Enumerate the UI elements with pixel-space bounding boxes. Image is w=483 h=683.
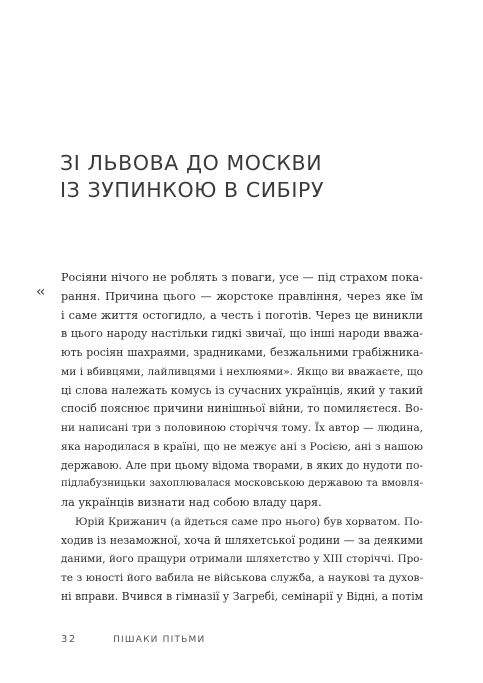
chapter-title-line-1: ЗІ ЛЬВОВА ДО МОСКВИ xyxy=(60,151,323,175)
page-number: 32 xyxy=(61,634,77,645)
text-line: ні вправи. Вчився в гімназії у Загребі, семінарії у Відні, а потім xyxy=(61,589,423,603)
text-line: ють росіян шахраями, зрадниками, безжальними грабіжника- xyxy=(61,346,423,359)
text-line: ми і вбивцями, лайливцями і нехлюями». Якщо ви вважаєте, що xyxy=(61,365,423,378)
text-line: державою. Але при цьому відома творами, в яких до нудоти по- xyxy=(61,458,423,472)
text-line: рання. Причина цього — жорстоке правління, через яке їм xyxy=(61,289,423,303)
opening-quote-mark: ‹‹ xyxy=(36,284,44,300)
text-line: даними, його пращури отримали шляхетство у XIII сторіччі. Про- xyxy=(61,553,423,566)
text-line: ці слова належать комусь із сучасних українців, який у такий xyxy=(61,383,423,397)
text-line: ни написані три з половиною сторіччя тому. Їх автор — людина, xyxy=(61,422,423,434)
chapter-title xyxy=(60,150,460,204)
text-line: Росіяни нічого не роблять з поваги, усе — під страхом пока- xyxy=(61,271,423,284)
text-line: ла українців визнати над собою владу царя. xyxy=(61,496,322,509)
running-title: ПІШАКИ ПІТЬМИ xyxy=(113,635,206,645)
text-line: ходив із незаможної, хоча й шляхетської родини — за деякими xyxy=(61,533,423,547)
text-line: спосіб пояснює причини нинішньої війни, то помиляєтеся. Во- xyxy=(61,402,423,416)
text-line: підлабузницьки захоплювалася московською державою та вмовля- xyxy=(61,478,423,490)
text-line: і саме життя остогидло, а честь і поготів. Через це виникли xyxy=(61,308,423,322)
page-footer xyxy=(61,634,205,645)
text-line: Юрій Крижанич (а йдеться саме про нього) був хорватом. По- xyxy=(75,515,423,528)
chapter-title-line-2: ІЗ ЗУПИНКОЮ В СИБІРУ xyxy=(60,178,325,202)
body-text xyxy=(61,269,423,607)
text-line: яка народилася в країні, що не межує ані з Росією, ані з нашою xyxy=(61,439,423,453)
text-line: в цього народу настільки гидкі звичаї, що інші народи вважа- xyxy=(61,327,423,341)
text-line: те з юності його вабила не військова служба, а наукові та духов- xyxy=(61,572,423,584)
